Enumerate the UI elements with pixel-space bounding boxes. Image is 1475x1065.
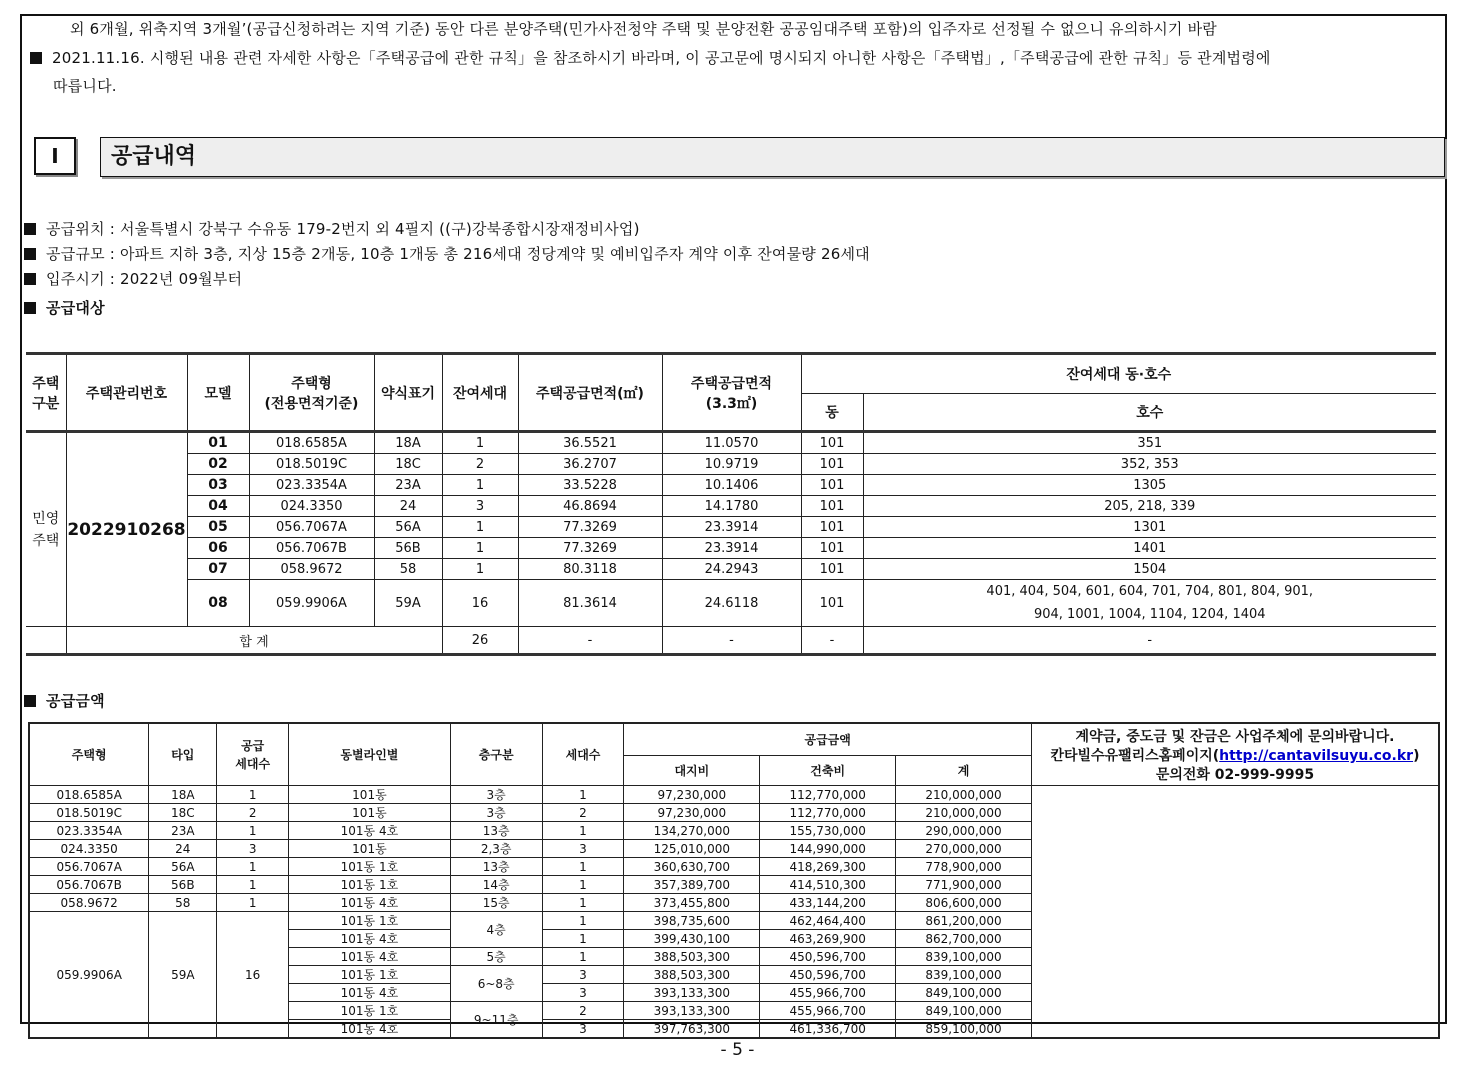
model-cell: 04 [187,496,249,517]
price-units-cell: 3 [542,1020,624,1039]
price-land-cell: 373,455,800 [624,894,760,912]
remaining-cell: 1 [442,432,518,454]
price-land-cell: 388,503,300 [624,966,760,984]
note-line-1: 계약금, 중도금 및 잔금은 사업주체에 문의바랍니다. [1075,729,1395,745]
price-building-cell: 112,770,000 [760,804,896,822]
price-floor-cell: 5층 [450,948,542,966]
col-kind: 주택 구분 [26,354,66,432]
model-cell: 08 [187,580,249,627]
total-area-m2: - [518,627,662,655]
ho-cell: 205, 218, 339 [863,496,1436,517]
price-land-cell: 125,010,000 [624,840,760,858]
bullet-square-icon [24,302,36,314]
section-title: 공급내역 [100,137,1445,177]
ho-cell: 1504 [863,559,1436,580]
price-supply-cell: 1 [217,822,289,840]
price-land-cell: 399,430,100 [624,930,760,948]
price-floor-cell: 14층 [450,876,542,894]
dong-cell: 101 [801,454,863,475]
price-land-cell: 397,763,300 [624,1020,760,1039]
price-units-cell: 1 [542,786,624,804]
dong-cell: 101 [801,559,863,580]
supply-table [26,352,1436,656]
col-dong: 동 [801,394,863,432]
price-col-land: 대지비 [624,756,760,786]
bullet-square-icon [24,695,36,707]
abbr-cell: 59A [374,580,442,627]
ho-cell: 352, 353 [863,454,1436,475]
price-land-cell: 398,735,600 [624,912,760,930]
price-total-cell: 862,700,000 [896,930,1032,948]
price-total-cell: 861,200,000 [896,912,1032,930]
price-land-cell: 393,133,300 [624,1002,760,1020]
price-building-cell: 450,596,700 [760,948,896,966]
price-note [1031,723,1439,786]
dong-cell: 101 [801,496,863,517]
area-py-cell: 24.6118 [662,580,801,627]
intro-line-2: 2021.11.16. 시행된 내용 관련 자세한 사항은「주택공급에 관한 규칙」을 참조하시기 바라며, 이 공고문에 명시되지 아니한 사항은「주택법」,「주택공급에 관한 규칙」등 관계법령에 [30,47,1271,68]
price-units-cell: 2 [542,804,624,822]
abbr-cell: 56A [374,517,442,538]
price-floor-cell: 13층 [450,822,542,840]
price-tp-cell: 56B [149,876,217,894]
price-line-cell: 101동 4호 [289,1020,451,1039]
price-tp-cell: 59A [149,912,217,1039]
price-line-cell: 101동 4호 [289,948,451,966]
model-cell: 03 [187,475,249,496]
price-floor-cell: 6~8층 [450,966,542,1002]
area-py-cell: 10.1406 [662,475,801,496]
price-land-cell: 97,230,000 [624,786,760,804]
price-line-cell: 101동 1호 [289,912,451,930]
price-total-cell: 849,100,000 [896,984,1032,1002]
price-supply-cell: 1 [217,858,289,876]
bullet-square-icon [30,52,42,64]
area-py-cell: 23.3914 [662,517,801,538]
price-type-cell: 058.9672 [29,894,149,912]
type-cell: 018.5019C [249,454,374,475]
note-line-2 [1032,747,1438,766]
note-line-3: 문의전화 02-999-9995 [1155,767,1315,783]
model-cell: 05 [187,517,249,538]
price-col-supply: 공급 세대수 [217,723,289,786]
intro-line-1: 외 6개월, 위축지역 3개월’(공급신청하려는 지역 기준) 동안 다른 분양주택(민가사전청약 주택 및 분양전환 공공임대주택 포함)의 입주자로 선정될 수 없으니 유의하시기 바람 [70,20,1217,38]
price-heading: 공급금액 [24,690,105,711]
ho-cell: 1401 [863,538,1436,559]
area-m2-cell: 80.3118 [518,559,662,580]
ho-cell: 1305 [863,475,1436,496]
table-row [26,559,1436,580]
remaining-cell: 16 [442,580,518,627]
price-line-cell: 101동 1호 [289,876,451,894]
dong-cell: 101 [801,475,863,496]
intro-line-3: 따릅니다. [53,77,117,95]
type-cell: 056.7067B [249,538,374,559]
price-tp-cell: 23A [149,822,217,840]
type-cell: 058.9672 [249,559,374,580]
price-line-cell: 101동 4호 [289,930,451,948]
col-remaining: 잔여세대 [442,354,518,432]
model-cell: 01 [187,432,249,454]
area-py-cell: 23.3914 [662,538,801,559]
price-supply-cell: 1 [217,894,289,912]
price-tp-cell: 18C [149,804,217,822]
price-tp-cell: 58 [149,894,217,912]
price-land-cell: 393,133,300 [624,984,760,1002]
col-abbr: 약식표기 [374,354,442,432]
price-building-cell: 463,269,900 [760,930,896,948]
col-area-m2: 주택공급면적(㎡) [518,354,662,432]
col-mgmt-no: 주택관리번호 [66,354,187,432]
price-total-cell: 210,000,000 [896,804,1032,822]
price-supply-cell: 2 [217,804,289,822]
info-move-in: 입주시기 : 2022년 09월부터 [24,268,242,289]
table-row [29,894,1439,912]
col-units-group: 잔여세대 동·호수 [801,354,1436,394]
price-building-cell: 433,144,200 [760,894,896,912]
price-line-cell: 101동 4호 [289,894,451,912]
price-table [28,722,1440,1039]
type-cell: 024.3350 [249,496,374,517]
abbr-cell: 56B [374,538,442,559]
price-building-cell: 155,730,000 [760,822,896,840]
type-cell: 018.6585A [249,432,374,454]
price-land-cell: 97,230,000 [624,804,760,822]
price-units-cell: 3 [542,984,624,1002]
price-col-tp: 타입 [149,723,217,786]
table-row [29,804,1439,822]
total-label: 합 계 [66,627,442,655]
total-ho: - [863,627,1436,655]
price-total-cell: 270,000,000 [896,840,1032,858]
area-m2-cell: 77.3269 [518,517,662,538]
price-land-cell: 134,270,000 [624,822,760,840]
total-row [26,627,1436,655]
total-area-py: - [662,627,801,655]
area-m2-cell: 36.2707 [518,454,662,475]
price-col-type: 주택형 [29,723,149,786]
price-line-cell: 101동 [289,840,451,858]
price-total-cell: 210,000,000 [896,786,1032,804]
price-type-cell: 023.3354A [29,822,149,840]
area-py-cell: 10.9719 [662,454,801,475]
table-row [29,822,1439,840]
price-building-cell: 414,510,300 [760,876,896,894]
price-building-cell: 144,990,000 [760,840,896,858]
price-col-building: 건축비 [760,756,896,786]
price-units-cell: 3 [542,840,624,858]
area-m2-cell: 36.5521 [518,432,662,454]
price-floor-cell: 3층 [450,804,542,822]
price-line-cell: 101동 1호 [289,966,451,984]
table-row [26,496,1436,517]
section-number: I [34,137,76,175]
price-total-cell: 839,100,000 [896,966,1032,984]
price-col-total: 계 [896,756,1032,786]
price-col-units: 세대수 [542,723,624,786]
price-floor-cell: 4층 [450,912,542,948]
remaining-cell: 1 [442,538,518,559]
price-supply-cell: 1 [217,786,289,804]
table-row [29,786,1439,804]
abbr-cell: 18A [374,432,442,454]
area-py-cell: 14.1780 [662,496,801,517]
table-row [29,858,1439,876]
price-tp-cell: 56A [149,858,217,876]
price-type-cell: 018.5019C [29,804,149,822]
price-building-cell: 462,464,400 [760,912,896,930]
target-heading: 공급대상 [24,297,105,318]
price-building-cell: 418,269,300 [760,858,896,876]
price-units-cell: 1 [542,912,624,930]
price-supply-cell: 16 [217,912,289,1039]
dong-cell: 101 [801,432,863,454]
total-dong: - [801,627,863,655]
bullet-square-icon [24,248,36,260]
table-row [29,912,1439,930]
area-m2-cell: 81.3614 [518,580,662,627]
type-cell: 023.3354A [249,475,374,496]
model-cell: 06 [187,538,249,559]
note-line-2-prefix: 칸타빌수유팰리스홈페이지( [1050,748,1220,764]
col-type: 주택형 (전용면적기준) [249,354,374,432]
price-line-cell: 101동 [289,786,451,804]
price-building-cell: 450,596,700 [760,966,896,984]
price-floor-cell: 2,3층 [450,840,542,858]
table-row [26,580,1436,627]
remaining-cell: 1 [442,559,518,580]
table-row [29,876,1439,894]
price-supply-cell: 1 [217,876,289,894]
price-line-cell: 101동 4호 [289,822,451,840]
mgmt-no-cell: 2022910268 [66,432,187,627]
price-total-cell: 771,900,000 [896,876,1032,894]
area-m2-cell: 33.5228 [518,475,662,496]
area-m2-cell: 77.3269 [518,538,662,559]
price-units-cell: 1 [542,822,624,840]
model-cell: 02 [187,454,249,475]
dong-cell: 101 [801,538,863,559]
price-building-cell: 112,770,000 [760,786,896,804]
abbr-cell: 23A [374,475,442,496]
model-cell: 07 [187,559,249,580]
table-row [26,538,1436,559]
type-cell: 056.7067A [249,517,374,538]
price-line-cell: 101동 [289,804,451,822]
remaining-cell: 2 [442,454,518,475]
price-units-cell: 1 [542,876,624,894]
table-row [26,475,1436,496]
price-units-cell: 2 [542,1002,624,1020]
price-type-cell: 059.9906A [29,912,149,1039]
area-py-cell: 24.2943 [662,559,801,580]
price-units-cell: 3 [542,966,624,984]
price-tp-cell: 18A [149,786,217,804]
price-units-cell: 1 [542,894,624,912]
price-type-cell: 056.7067A [29,858,149,876]
abbr-cell: 24 [374,496,442,517]
area-py-cell: 11.0570 [662,432,801,454]
price-floor-cell: 9~11층 [450,1002,542,1039]
info-location: 공급위치 : 서울특별시 강북구 수유동 179-2번지 외 4필지 ((구)강북종합시장재정비사업) [24,218,640,239]
price-supply-cell: 3 [217,840,289,858]
total-blank [26,627,66,655]
price-type-cell: 056.7067B [29,876,149,894]
price-tp-cell: 24 [149,840,217,858]
price-building-cell: 455,966,700 [760,984,896,1002]
price-type-cell: 018.6585A [29,786,149,804]
price-total-cell: 778,900,000 [896,858,1032,876]
table-row [26,454,1436,475]
remaining-cell: 3 [442,496,518,517]
price-total-cell: 849,100,000 [896,1002,1032,1020]
bullet-square-icon [24,223,36,235]
price-type-cell: 024.3350 [29,840,149,858]
col-ho: 호수 [863,394,1436,432]
price-floor-cell: 13층 [450,858,542,876]
ho-cell: 351 [863,432,1436,454]
type-cell: 059.9906A [249,580,374,627]
col-model: 모델 [187,354,249,432]
dong-cell: 101 [801,517,863,538]
note-line-2-suffix: ) [1413,748,1420,764]
ho-cell: 1301 [863,517,1436,538]
col-area-py: 주택공급면적 (3.3㎡) [662,354,801,432]
abbr-cell: 58 [374,559,442,580]
kind-cell: 민영 주택 [26,432,66,627]
area-m2-cell: 46.8694 [518,496,662,517]
price-col-group: 공급금액 [624,723,1032,756]
price-total-cell: 839,100,000 [896,948,1032,966]
table-row [29,840,1439,858]
price-line-cell: 101동 1호 [289,1002,451,1020]
remaining-cell: 1 [442,517,518,538]
remaining-cell: 1 [442,475,518,496]
info-scale: 공급규모 : 아파트 지하 3층, 지상 15층 2개동, 10층 1개동 총 216세대 정당계약 및 예비입주자 계약 이후 잔여물량 26세대 [24,243,870,264]
dong-cell: 101 [801,580,863,627]
price-col-line: 동별라인별 [289,723,451,786]
price-line-cell: 101동 1호 [289,858,451,876]
price-building-cell: 455,966,700 [760,1002,896,1020]
price-total-cell: 859,100,000 [896,1020,1032,1039]
price-total-cell: 290,000,000 [896,822,1032,840]
price-units-cell: 1 [542,858,624,876]
price-col-floor: 층구분 [450,723,542,786]
price-building-cell: 461,336,700 [760,1020,896,1039]
page-number: - 5 - [720,1040,755,1060]
price-floor-cell: 3층 [450,786,542,804]
price-land-cell: 357,389,700 [624,876,760,894]
price-land-cell: 388,503,300 [624,948,760,966]
ho-cell: 401, 404, 504, 601, 604, 701, 704, 801, 804, 901, 904, 1001, 1004, 1104, 1204, 1404 [863,580,1436,627]
total-remaining: 26 [442,627,518,655]
homepage-link[interactable]: http://cantavilsuyu.co.kr [1219,748,1414,764]
price-floor-cell: 15층 [450,894,542,912]
price-total-cell: 806,600,000 [896,894,1032,912]
price-units-cell: 1 [542,948,624,966]
price-units-cell: 1 [542,930,624,948]
bullet-square-icon [24,273,36,285]
price-line-cell: 101동 4호 [289,984,451,1002]
table-row [26,517,1436,538]
price-land-cell: 360,630,700 [624,858,760,876]
abbr-cell: 18C [374,454,442,475]
table-row [26,432,1436,454]
